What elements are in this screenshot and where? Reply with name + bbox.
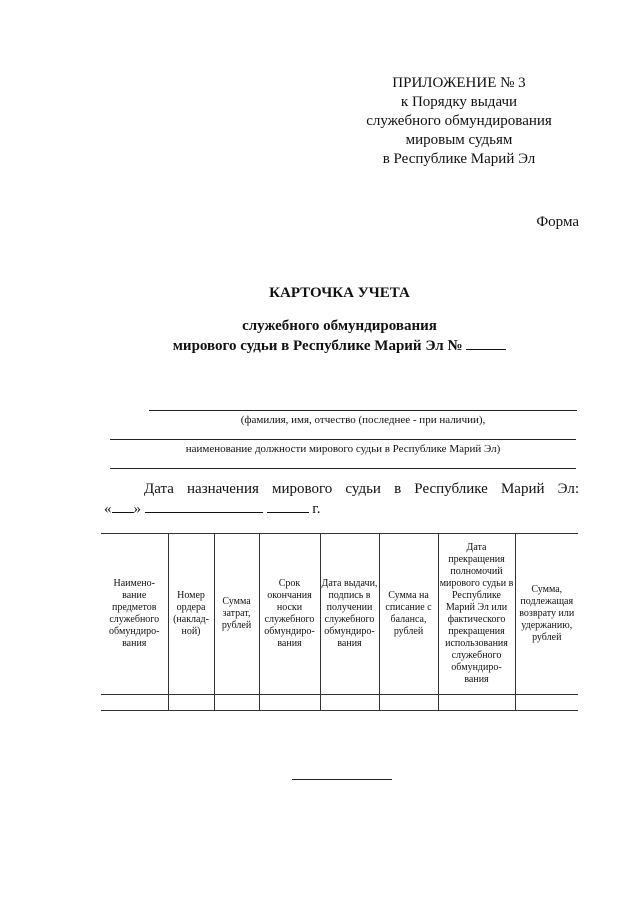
month-blank bbox=[145, 500, 263, 513]
col-header-termination-date: Дата прекращения полномочий мирового судьи в Республике Марий Эл или фактического прекращения использования служебного обмундиро-вания bbox=[438, 534, 515, 695]
table-cell bbox=[379, 695, 438, 711]
table-header-row bbox=[101, 534, 578, 695]
year-blank bbox=[267, 500, 309, 513]
appendix-line: служебного обмундирования bbox=[366, 113, 552, 129]
appointment-date-label: Дата назначения мирового судьи в Республике Марий Эл: bbox=[144, 481, 579, 497]
fio-caption: (фамилия, имя, отчество (последнее - при наличии), bbox=[240, 414, 486, 426]
appendix-line: мировым судьям bbox=[405, 132, 513, 148]
appendix-header bbox=[339, 74, 579, 169]
position-caption: наименование должности мирового судьи в Республике Марий Эл) bbox=[185, 443, 501, 455]
position-fill-line bbox=[110, 439, 576, 440]
col-header-item-name: Наимено-вание предметов служебного обмундиро-вания bbox=[101, 534, 168, 695]
table-cell bbox=[515, 695, 578, 711]
appendix-line: к Порядку выдачи bbox=[400, 94, 518, 110]
subtitle-line-2-text: мирового судьи в Республике Марий Эл № bbox=[172, 338, 463, 354]
closing-rule bbox=[292, 779, 392, 780]
table-cell bbox=[320, 695, 379, 711]
extra-fill-line bbox=[110, 468, 576, 469]
subtitle-line-2 bbox=[40, 336, 639, 356]
accounting-table bbox=[101, 533, 578, 711]
table-cell bbox=[168, 695, 214, 711]
day-blank bbox=[112, 500, 134, 513]
col-header-refund-sum: Сумма, подлежащая возврату или удержанию, рублей bbox=[515, 534, 578, 695]
close-quote: » bbox=[133, 501, 141, 517]
form-label: Форма bbox=[536, 214, 579, 230]
appendix-line: в Республике Марий Эл bbox=[382, 151, 536, 167]
col-header-cost: Сумма затрат, рублей bbox=[214, 534, 259, 695]
table-row bbox=[101, 695, 578, 711]
subtitle-line-1: служебного обмундирования bbox=[242, 318, 437, 334]
fio-fill-line bbox=[149, 410, 577, 411]
card-number-blank bbox=[466, 336, 506, 350]
col-header-issue-date: Дата выдачи, подпись в получении служебного обмундиро-вания bbox=[320, 534, 379, 695]
appointment-date-fields bbox=[104, 500, 320, 518]
table-cell bbox=[259, 695, 320, 711]
year-suffix: г. bbox=[312, 501, 321, 517]
open-quote: « bbox=[104, 501, 112, 517]
appendix-line: ПРИЛОЖЕНИЕ № 3 bbox=[392, 75, 526, 91]
col-header-order-number: Номер ордера (наклад-ной) bbox=[168, 534, 214, 695]
table-cell bbox=[438, 695, 515, 711]
col-header-writeoff-sum: Сумма на списание с баланса, рублей bbox=[379, 534, 438, 695]
table-cell bbox=[214, 695, 259, 711]
document-subtitle bbox=[0, 317, 639, 356]
table-cell bbox=[101, 695, 168, 711]
document-title: КАРТОЧКА УЧЕТА bbox=[269, 285, 410, 301]
col-header-wear-term: Срок окончания носки служебного обмундиро-вания bbox=[259, 534, 320, 695]
